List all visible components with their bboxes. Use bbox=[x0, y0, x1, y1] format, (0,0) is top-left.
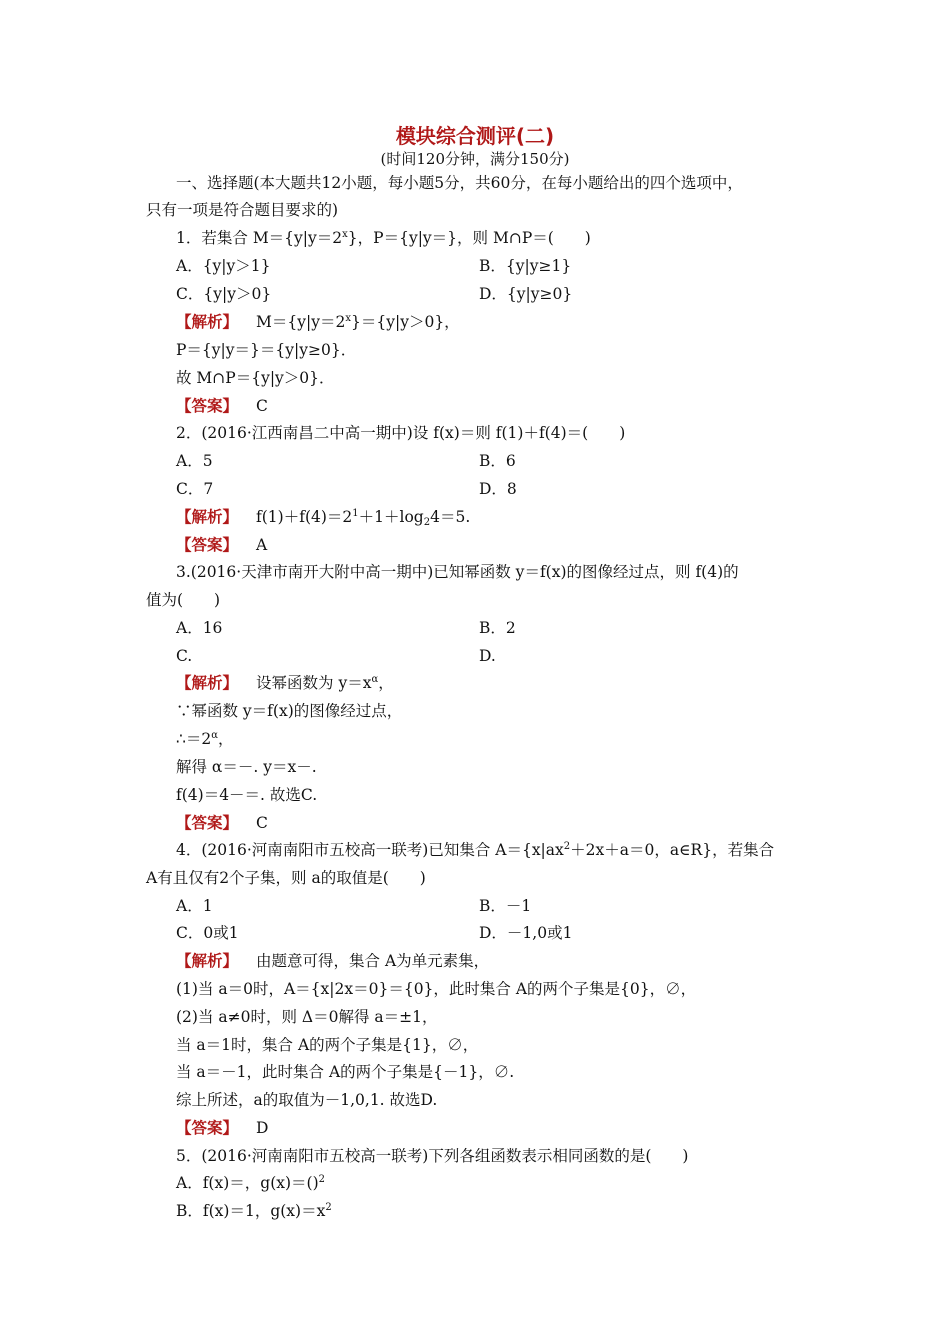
section-heading-cont: 只有一项是符合题目要求的) bbox=[146, 201, 339, 219]
q4-stem-cont: A有且仅有2个子集，则 a的取值是( ) bbox=[146, 869, 426, 887]
q1-option-c: C．{y|y＞0} bbox=[176, 285, 272, 303]
q5-stem: 5．(2016·河南南阳市五校高一联考)下列各组函数表示相同函数的是( ) bbox=[176, 1147, 689, 1165]
q4-option-c: C．0或1 bbox=[176, 924, 239, 942]
q3-analysis-line: $\therefore=2^\alpha$， bbox=[176, 730, 234, 748]
q5-option-b: B．f(x)＝1，$g(x)=x^2$ bbox=[176, 1202, 332, 1220]
q2-option-b: B．6 bbox=[479, 452, 516, 470]
q4-option-d: D．－1,0或1 bbox=[479, 924, 573, 942]
q1-option-b: B．{y|y≥1} bbox=[479, 257, 572, 275]
q1-analysis-line: P＝{y|y＝}＝{y|y≥0}． bbox=[176, 341, 357, 359]
q1-analysis-line: 故 M∩P＝{y|y＞0}． bbox=[176, 369, 335, 387]
q1-option-a: A．{y|y＞1} bbox=[176, 257, 271, 275]
q4-option-a: A．1 bbox=[176, 897, 213, 915]
q3-stem: 3.(2016·天津市南开大附中高一期中)已知幂函数 y＝f(x)的图像经过点，则 f(4)的 bbox=[176, 563, 739, 581]
q1-analysis: 【解析】 $M=\{y|y=2^x\}=\{y|y>0\}$， bbox=[176, 312, 460, 331]
q5-option-a: A．f(x)＝，g(x)＝()$^2$ bbox=[176, 1174, 325, 1192]
q3-option-b: B．2 bbox=[479, 619, 516, 637]
q1-stem: 1．若集合 $M=\{y|y=2^x\}$，P＝{y|y＝}，则 M∩P＝( ) bbox=[176, 229, 591, 247]
q1-option-d: D．{y|y≥0} bbox=[479, 285, 573, 303]
page-title: 模块综合测评(二) bbox=[395, 124, 555, 148]
q1-answer: 【答案】 C bbox=[176, 396, 268, 415]
q4-analysis-line: 当 a＝－1，此时集合 A的两个子集是{－1}，∅. bbox=[176, 1063, 515, 1081]
q4-analysis: 【解析】 由题意可得，集合 A为单元素集， bbox=[176, 951, 490, 970]
q4-answer: 【答案】 D bbox=[176, 1118, 269, 1137]
q3-option-a: A．16 bbox=[176, 619, 223, 637]
q2-answer: 【答案】 A bbox=[176, 535, 268, 554]
q4-option-b: B．－1 bbox=[479, 897, 532, 915]
q4-stem: 4．(2016·河南南阳市五校高一联考)已知集合 $A=\{x|ax^2+2x+a=0$，a∈R}，若集合 bbox=[176, 841, 775, 859]
q2-stem: 2．(2016·江西南昌二中高一期中)设 f(x)＝则 f(1)＋f(4)＝( ) bbox=[176, 424, 626, 442]
q4-analysis-line: (1)当 a＝0时，A＝{x|2x＝0}＝{0}，此时集合 A的两个子集是{0}，∅， bbox=[176, 980, 697, 998]
q3-analysis-line: 解得 α＝－. y＝x－. bbox=[176, 758, 317, 776]
page-subtitle: (时间120分钟，满分150分) bbox=[380, 150, 570, 168]
q4-analysis-line: 当 a＝1时，集合 A的两个子集是{1}，∅， bbox=[176, 1036, 479, 1054]
q3-analysis-line: f(4)＝4－＝. 故选C. bbox=[176, 786, 318, 804]
q3-option-c: C. bbox=[176, 647, 193, 665]
q2-option-d: D．8 bbox=[479, 480, 517, 498]
q2-option-c: C．7 bbox=[176, 480, 214, 498]
section-heading: 一、选择题(本大题共12小题，每小题5分，共60分，在每小题给出的四个选项中， bbox=[176, 174, 743, 192]
q3-analysis: 【解析】 设幂函数为 $y=x^\alpha$， bbox=[176, 673, 394, 692]
q4-analysis-line: 综上所述，a的取值为－1,0,1. 故选D. bbox=[176, 1091, 438, 1109]
q3-option-d: D. bbox=[479, 647, 496, 665]
q3-analysis-line: ∵幂函数 y＝f(x)的图像经过点， bbox=[176, 702, 403, 720]
q2-option-a: A．5 bbox=[176, 452, 213, 470]
q4-analysis-line: (2)当 a≠0时，则 Δ＝0解得 a＝±1， bbox=[176, 1008, 438, 1026]
q3-answer: 【答案】 C bbox=[176, 813, 268, 832]
q2-analysis: 【解析】 $f(1)+f(4)=2^1+1+\log_24=5$. bbox=[176, 507, 471, 528]
q3-stem-cont: 值为( ) bbox=[146, 591, 221, 609]
